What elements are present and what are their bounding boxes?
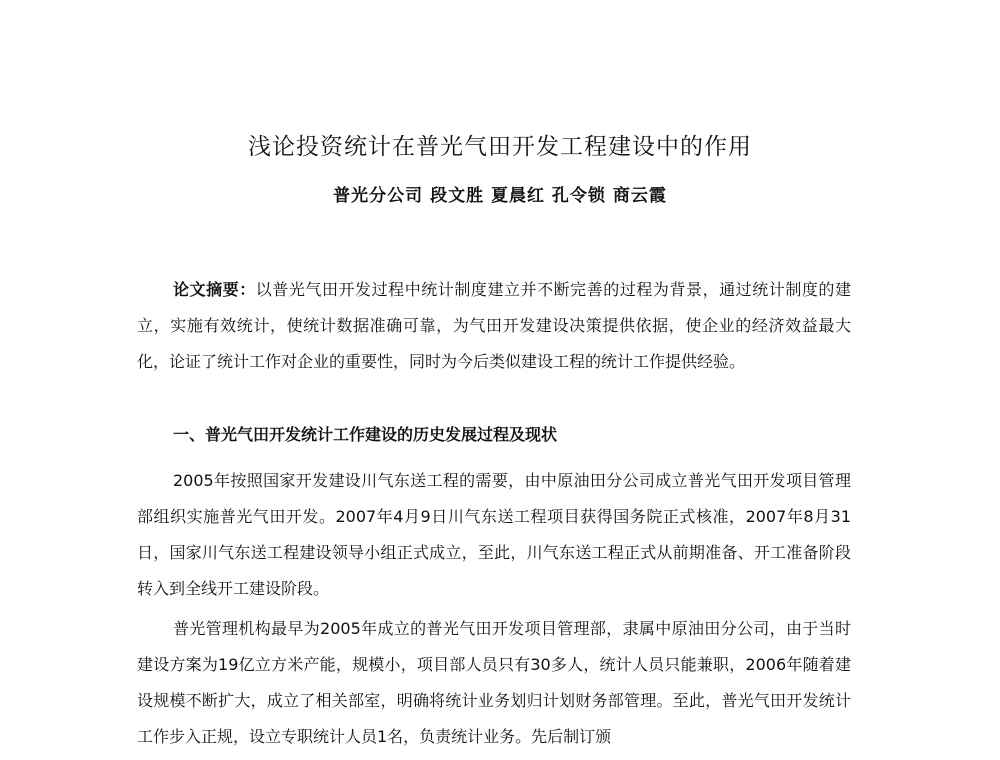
body-paragraph-1: 2005年按照国家开发建设川气东送工程的需要，由中原油田分公司成立普光气田开发项目管理部组织实施普光气田开发。2007年4月9日川气东送工程项目获得国务院正式核准，2007年8月31日，国家川气东送工程建设领导小组正式成立，至此，川气东送工程正式从前期准备、开工准备阶段转入到全线开工建设阶段。 [137,471,851,598]
author-line: 普光分公司 段文胜 夏晨红 孔令锁 商云霞 [333,186,667,206]
paper-title: 浅论投资统计在普光气田开发工程建设中的作用 [248,134,752,160]
body-paragraph-2: 普光管理机构最早为2005年成立的普光气田开发项目管理部，隶属中原油田分公司，由于当时建设方案为19亿立方米产能，规模小，项目部人员只有30多人，统计人员只能兼职，2006年随着建设规模不断扩大，成立了相关部室，明确将统计业务划归计划财务部管理。至此，普光气田开发统计工作步入正规，设立专职统计人员1名，负责统计业务。先后制订颁 [137,619,851,746]
abstract-label: 论文摘要： [173,280,256,299]
section-heading: 一、普光气田开发统计工作建设的历史发展过程及现状 [173,425,558,444]
abstract-paragraph [137,272,851,380]
abstract-text: 以普光气田开发过程中统计制度建立并不断完善的过程为背景，通过统计制度的建立，实施有效统计，使统计数据准确可靠，为气田开发建设决策提供依据，使企业的经济效益最大化，论证了统计工作对企业的重要性，同时为今后类似建设工程的统计工作提供经验。 [137,280,851,371]
